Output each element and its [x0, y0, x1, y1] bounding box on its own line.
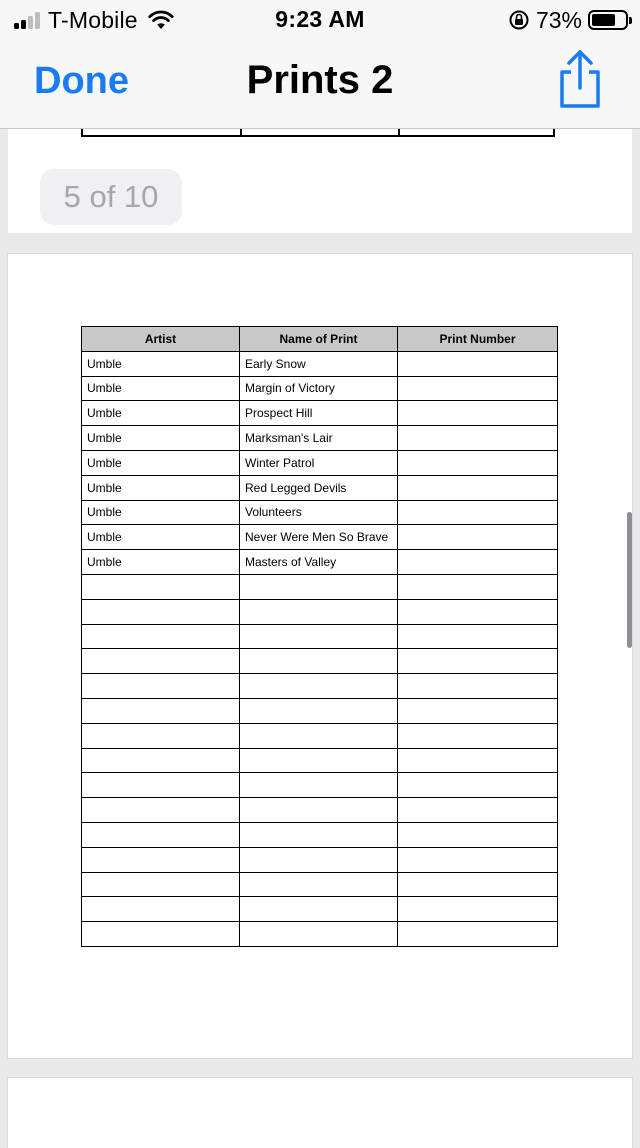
- cell-print-number: [398, 550, 558, 575]
- cell-artist: Umble: [82, 550, 240, 575]
- cell-print-number: [398, 649, 558, 674]
- cell-artist: [82, 773, 240, 798]
- table-row: [82, 773, 558, 798]
- cell-artist: [82, 798, 240, 823]
- cell-artist: [82, 847, 240, 872]
- cell-name-of-print: Winter Patrol: [240, 450, 398, 475]
- table-row: [82, 376, 558, 401]
- cell-name-of-print: [240, 624, 398, 649]
- cell-print-number: [398, 847, 558, 872]
- cell-name-of-print: Early Snow: [240, 351, 398, 376]
- table-row: [82, 847, 558, 872]
- cell-artist: [82, 649, 240, 674]
- cell-print-number: [398, 897, 558, 922]
- document-title: Prints 2: [246, 58, 394, 102]
- scrollbar[interactable]: [627, 512, 632, 648]
- table-row: [82, 698, 558, 723]
- cell-print-number: [398, 500, 558, 525]
- cell-name-of-print: [240, 698, 398, 723]
- cell-artist: [82, 922, 240, 947]
- header-name-of-print: Name of Print: [240, 327, 398, 352]
- table-row: [82, 550, 558, 575]
- cell-name-of-print: [240, 599, 398, 624]
- cell-name-of-print: [240, 798, 398, 823]
- cell-print-number: [398, 674, 558, 699]
- cell-print-number: [398, 922, 558, 947]
- cell-artist: Umble: [82, 426, 240, 451]
- cell-print-number: [398, 426, 558, 451]
- cell-print-number: [398, 822, 558, 847]
- cell-artist: [82, 599, 240, 624]
- table-row: [82, 574, 558, 599]
- cell-print-number: [398, 698, 558, 723]
- cell-name-of-print: Masters of Valley: [240, 550, 398, 575]
- cell-name-of-print: Prospect Hill: [240, 401, 398, 426]
- table-body: [82, 351, 558, 946]
- table-row: [82, 500, 558, 525]
- header-print-number: Print Number: [398, 327, 558, 352]
- cell-artist: Umble: [82, 351, 240, 376]
- table-row: [82, 599, 558, 624]
- table-row: [82, 822, 558, 847]
- cell-print-number: [398, 872, 558, 897]
- table-row: [82, 897, 558, 922]
- cell-artist: Umble: [82, 500, 240, 525]
- cell-artist: [82, 574, 240, 599]
- cell-name-of-print: [240, 822, 398, 847]
- table-row: [82, 674, 558, 699]
- cell-name-of-print: [240, 773, 398, 798]
- cell-name-of-print: [240, 723, 398, 748]
- clock: 9:23 AM: [275, 6, 365, 32]
- cell-artist: [82, 624, 240, 649]
- cell-artist: [82, 698, 240, 723]
- previous-page: [8, 129, 632, 233]
- cell-artist: Umble: [82, 376, 240, 401]
- cell-print-number: [398, 773, 558, 798]
- cell-name-of-print: [240, 574, 398, 599]
- cell-name-of-print: Red Legged Devils: [240, 475, 398, 500]
- cell-name-of-print: Never Were Men So Brave: [240, 525, 398, 550]
- status-bar: [0, 0, 640, 40]
- cell-print-number: [398, 351, 558, 376]
- cell-name-of-print: [240, 847, 398, 872]
- cell-name-of-print: [240, 922, 398, 947]
- orientation-lock-icon: [508, 9, 530, 31]
- cell-print-number: [398, 376, 558, 401]
- previous-table-bottom-edge: [81, 129, 555, 137]
- cell-print-number: [398, 574, 558, 599]
- share-icon[interactable]: [552, 46, 608, 110]
- cell-artist: [82, 872, 240, 897]
- prints-table: [81, 326, 558, 947]
- next-page: [8, 1078, 632, 1148]
- battery-percent: 73%: [535, 6, 582, 33]
- table-row: [82, 401, 558, 426]
- cell-print-number: [398, 525, 558, 550]
- cell-name-of-print: [240, 748, 398, 773]
- cell-artist: [82, 674, 240, 699]
- navigation-bar: [0, 40, 640, 129]
- cell-name-of-print: Volunteers: [240, 500, 398, 525]
- cell-print-number: [398, 723, 558, 748]
- carrier-name: T-Mobile: [48, 6, 138, 33]
- status-right: [508, 6, 628, 34]
- table-row: [82, 351, 558, 376]
- page-indicator: 5 of 10: [40, 169, 182, 225]
- table-header-row: [82, 327, 558, 352]
- cell-name-of-print: [240, 674, 398, 699]
- table-row: [82, 798, 558, 823]
- cell-artist: [82, 822, 240, 847]
- cell-artist: Umble: [82, 475, 240, 500]
- battery-icon: [588, 10, 628, 30]
- done-button[interactable]: Done: [34, 60, 129, 102]
- cell-name-of-print: [240, 872, 398, 897]
- table-row: [82, 525, 558, 550]
- cell-artist: [82, 748, 240, 773]
- table-row: [82, 649, 558, 674]
- table-row: [82, 450, 558, 475]
- cell-name-of-print: Margin of Victory: [240, 376, 398, 401]
- cell-print-number: [398, 401, 558, 426]
- table-row: [82, 475, 558, 500]
- cell-name-of-print: Marksman's Lair: [240, 426, 398, 451]
- cell-artist: [82, 723, 240, 748]
- table-row: [82, 922, 558, 947]
- cell-artist: Umble: [82, 450, 240, 475]
- document-page: [8, 254, 632, 1058]
- cell-artist: Umble: [82, 525, 240, 550]
- cell-print-number: [398, 475, 558, 500]
- cell-name-of-print: [240, 897, 398, 922]
- cell-name-of-print: [240, 649, 398, 674]
- cell-artist: [82, 897, 240, 922]
- table-row: [82, 872, 558, 897]
- table-row: [82, 426, 558, 451]
- cell-print-number: [398, 748, 558, 773]
- table-row: [82, 748, 558, 773]
- cell-print-number: [398, 599, 558, 624]
- cell-print-number: [398, 450, 558, 475]
- cell-artist: Umble: [82, 401, 240, 426]
- cell-print-number: [398, 624, 558, 649]
- table-row: [82, 624, 558, 649]
- header-artist: Artist: [82, 327, 240, 352]
- cell-print-number: [398, 798, 558, 823]
- table-row: [82, 723, 558, 748]
